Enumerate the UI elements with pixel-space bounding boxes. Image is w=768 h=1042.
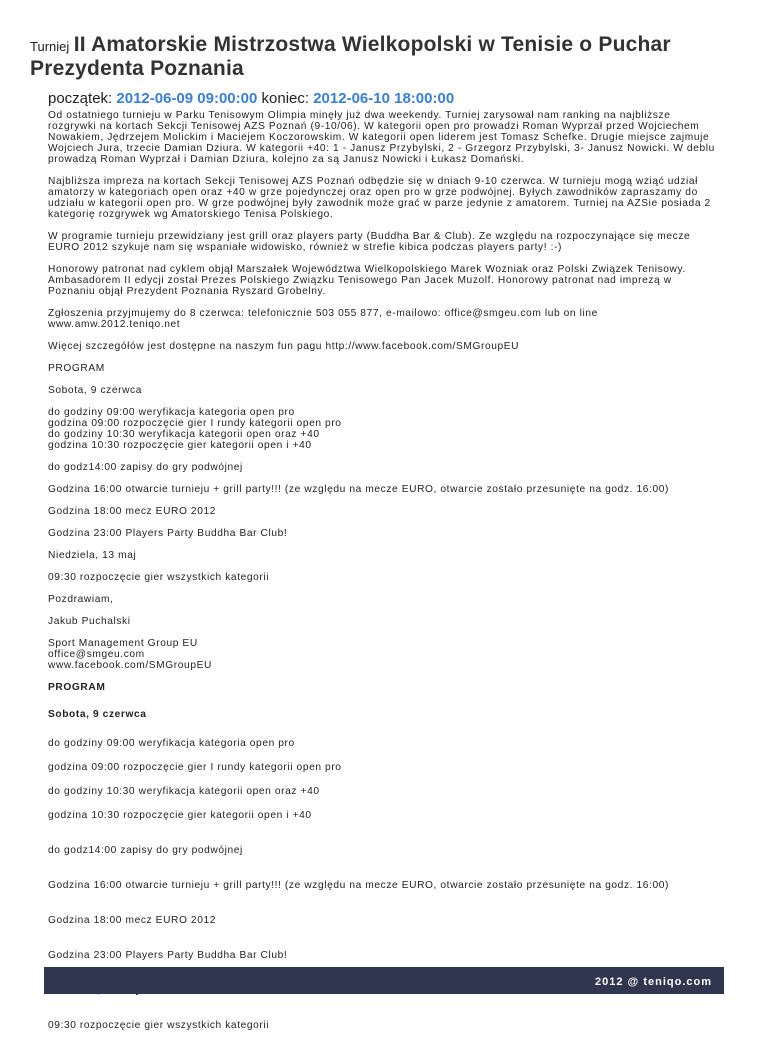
paragraph-patronage: Honorowy patronat nad cyklem objął Marszałek Województwa Wielkopolskiego Marek Wozniak oraz Polski Związek Tenisowy. Ambasadorem II edycji został Prezes Polskiego Związku Tenisowego Pan Jacek Muzolf. Honorowy patronat nad imprezą w Poznaniu objął Prezydent Poznania Ryszard Grobelny. [48, 264, 686, 297]
schedule-item: do godziny 10:30 weryfikacja kategorii open oraz +40 [48, 786, 320, 797]
schedule-item: do godziny 10:30 weryfikacja kategorii open oraz +40 [48, 429, 320, 440]
organizer-facebook[interactable]: www.facebook.com/SMGroupEU [48, 660, 212, 671]
schedule-item: godzina 09:00 rozpoczęcie gier I rundy kategorii open pro [48, 418, 342, 429]
sunday-heading: Niedziela, 13 maj [48, 550, 137, 561]
paragraph-ranking: Od ostatniego turnieju w Parku Tenisowym Olimpia minęły już dwa weekendy. Turniej zarysował nam ranking na najbliższe rozgrywki na kortach Sekcji Tenisowej AZS Poznań (9-10/06). W kategorii open pro prowadzi Roman Wyprzał przed Wojciechem Nowakiem, Jędrzejem Molickim i Maciejem Koczorowskim. W kategorii open liderem jest Tomasz Schefke. Drugie miejsce zajmuje Wojciech Jura, trzecie Damian Dziura. W kategorii +40: 1 - Janusz Przybylski, 2 - Grzegorz Przybylski, 3- Janusz Nowicki. W deblu prowadzą Roman Wyprzał i Damian Dziura, kolejno za są Janusz Nowicki i Łukasz Domański. [48, 110, 715, 165]
start-date: 2012-06-09 09:00:00 [116, 90, 258, 107]
organizer-name: Sport Management Group EU [48, 638, 198, 649]
paragraph-next-event: Najbliższa impreza na kortach Sekcji Tenisowej AZS Poznań odbędzie się w dniach 9-10 czerwca. W turnieju mogą wziąć udział amatorzy w kategoriach open oraz +40 w grze pojedynczej oraz open pro w grze podwójnej. Byłych zawodników zapraszamy do udziału w kategorii open pro. W grze podwójnej były zawodnik może grać w parze jedynie z amatorem. Turniej na AZSie posiada 2 kategorię rozgrywek wg Amatorskiego Tenisa Polskiego. [48, 176, 711, 220]
organizer-email[interactable]: office@smgeu.com [48, 649, 145, 660]
paragraph-registration [48, 308, 716, 330]
organizer-block [48, 638, 716, 671]
saturday-heading: Sobota, 9 czerwca [48, 385, 143, 396]
description [48, 110, 716, 1042]
schedule-item: godzina 09:00 rozpoczęcie gier I rundy kategorii open pro [48, 762, 342, 773]
schedule-item: Godzina 18:00 mecz EURO 2012 [48, 915, 216, 926]
greeting: Pozdrawiam, [48, 594, 114, 605]
schedule-item: godzina 10:30 rozpoczęcie gier kategorii open i +40 [48, 810, 312, 821]
saturday-schedule [48, 407, 716, 451]
schedule-item: 09:30 rozpoczęcie gier wszystkich kategorii [48, 1020, 270, 1031]
footer [44, 967, 724, 994]
program-heading: PROGRAM [48, 363, 105, 374]
end-date: 2012-06-10 18:00:00 [313, 90, 455, 107]
signature: Jakub Puchalski [48, 616, 131, 627]
schedule-item: Godzina 23:00 Players Party Buddha Bar Club! [48, 528, 288, 539]
saturday-heading-bold: Sobota, 9 czerwca [48, 709, 147, 720]
schedule-item: Godzina 23:00 Players Party Buddha Bar Club! [48, 950, 288, 961]
title-line-2: Prezydenta Poznania [30, 57, 244, 80]
paragraph-fanpage: Więcej szczegółów jest dostępne na naszym fun pagu http://www.facebook.com/SMGroupEU [48, 341, 520, 352]
start-label: początek: [48, 90, 113, 107]
paragraph-program-info: W programie turnieju przewidziany jest grill oraz players party (Buddha Bar & Club). Ze względu na rozpoczynające się mecze EURO 2012 szykuje nam się wspaniałe widowisko, również w strefie kibica podczas players party! :-) [48, 231, 691, 253]
page-title [30, 34, 730, 82]
schedule-item: Godzina 16:00 otwarcie turnieju + grill party!!! (ze względu na mecze EURO, otwarcie zostało przesunięte na godz. 16:00) [48, 880, 669, 891]
registration-text: Zgłoszenia przyjmujemy do 8 czerwca: telefonicznie 503 055 877, e-mailowo: office@smgeu.com lub on line [48, 308, 598, 319]
title-prefix: Turniej [30, 39, 70, 54]
schedule-item: 09:30 rozpoczęcie gier wszystkich kategorii [48, 572, 270, 583]
schedule-item: do godz14:00 zapisy do gry podwójnej [48, 845, 243, 856]
schedule-item: Godzina 18:00 mecz EURO 2012 [48, 506, 216, 517]
tournament-dates [48, 90, 454, 107]
schedule-item: do godziny 09:00 weryfikacja kategoria open pro [48, 407, 295, 418]
end-label: koniec: [261, 90, 310, 107]
registration-link[interactable]: www.amw.2012.teniqo.net [48, 319, 181, 330]
schedule-item: godzina 10:30 rozpoczęcie gier kategorii open i +40 [48, 440, 312, 451]
program-heading-bold: PROGRAM [48, 682, 106, 693]
schedule-item: Godzina 16:00 otwarcie turnieju + grill party!!! (ze względu na mecze EURO, otwarcie zostało przesunięte na godz. 16:00) [48, 484, 669, 495]
schedule-item: do godziny 09:00 weryfikacja kategoria open pro [48, 738, 295, 749]
title-line-1: II Amatorskie Mistrzostwa Wielkopolski w Tenisie o Puchar [73, 33, 671, 56]
schedule-item: do godz14:00 zapisy do gry podwójnej [48, 462, 243, 473]
footer-text[interactable]: 2012 @ teniqo.com [595, 976, 712, 988]
